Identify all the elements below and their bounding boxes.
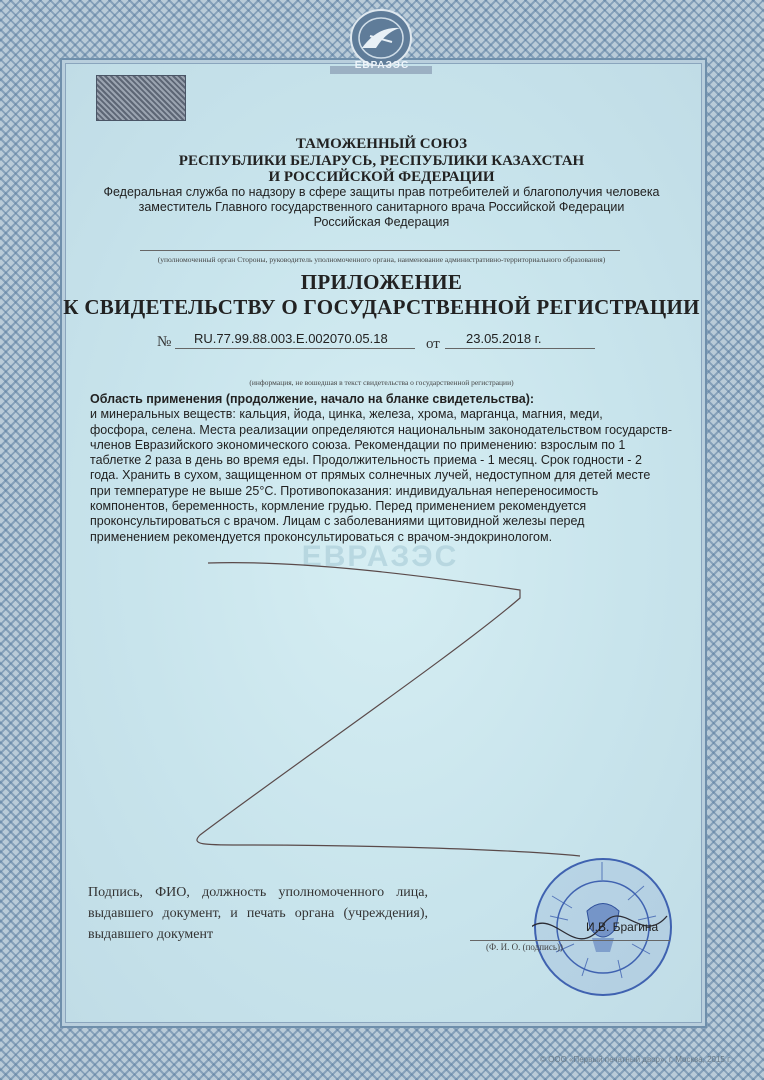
emblem-label: ЕВРАЗЭС [354,60,410,71]
date-underline [445,348,595,349]
agency-line-2: заместитель Главного государственного санитарного врача Российской Федерации [138,200,625,214]
registration-date: 23.05.2018 г. [466,331,542,346]
signature-underline [470,940,670,941]
signature-label: Подпись, ФИО, должность уполномоченного лица, выдавшего документ, и печать органа (учреждения), выдавшего документ [88,885,428,942]
agency-caption: (уполномоченный орган Стороны, руководитель уполномоченного органа, наименование административно-территориального образования) [157,255,606,264]
signatory-name: И.В. Брагина [586,920,659,934]
date-label: от [426,336,440,352]
agency-underline [140,250,620,251]
document-subtitle: К СВИДЕТЕЛЬСТВУ О ГОСУДАРСТВЕННОЙ РЕГИСТРАЦИИ [63,295,700,319]
text-line: таблетке 2 раза в день во время еды. Продолжительность приема - 1 месяц. Срок годности - 2 [90,453,642,468]
header-line-3: И РОССИЙСКОЙ ФЕДЕРАЦИИ [268,169,495,185]
agency-line-1: Федеральная служба по надзору в сфере защиты прав потребителей и благополучия человека [103,185,660,199]
document-title: ПРИЛОЖЕНИЕ [300,270,463,294]
security-mark [96,75,186,121]
text-line: при температуре не выше 25°С. Противопоказания: индивидуальная непереносимость [90,483,599,498]
header-line-1: ТАМОЖЕННЫЙ СОЮЗ [295,136,468,152]
text-line: и минеральных веществ: кальция, йода, цинка, железа, хрома, марганца, магния, меди, [90,407,603,422]
text-line: года. Хранить в сухом, защищенном от прямых солнечных лучей, недоступном для детей месте [90,468,651,483]
text-line: членов Евразийского экономического союза. Рекомендации по применению: взрослым по 1 [90,437,626,452]
header-line-2: РЕСПУБЛИКИ БЕЛАРУСЬ, РЕСПУБЛИКИ КАЗАХСТАН [178,153,585,169]
watermark: ЕВРАЗЭС [301,540,459,573]
text-line: компонентов, беременность, кормление грудью. Перед применением рекомендуется [90,499,587,514]
text-line: применением рекомендуется проконсультироваться с врачом-эндокринологом. [90,529,553,544]
fio-caption: (Ф. И. О. (подпись)) [486,942,563,952]
agency-line-3: Российская Федерация [313,215,450,229]
number-label: № [157,334,172,350]
number-underline [175,348,415,349]
text-line: фосфора, селена. Места реализации определяются национальным законодательством государств- [90,422,673,437]
application-heading: Область применения (продолжение, начало на бланке свидетельства): [90,392,535,406]
application-text [90,392,690,545]
info-caption: (информация, не вошедшая в текст свидетельства о государственной регистрации) [249,378,514,387]
text-line: проконсультироваться с врачом. Лицам с заболеваниями щитовидной железы перед [90,514,585,529]
registration-number: RU.77.99.88.003.E.002070.05.18 [194,331,388,346]
printer-footer: © ООО «Первый печатный двор», г. Москва, 2015 г. [540,1055,732,1064]
